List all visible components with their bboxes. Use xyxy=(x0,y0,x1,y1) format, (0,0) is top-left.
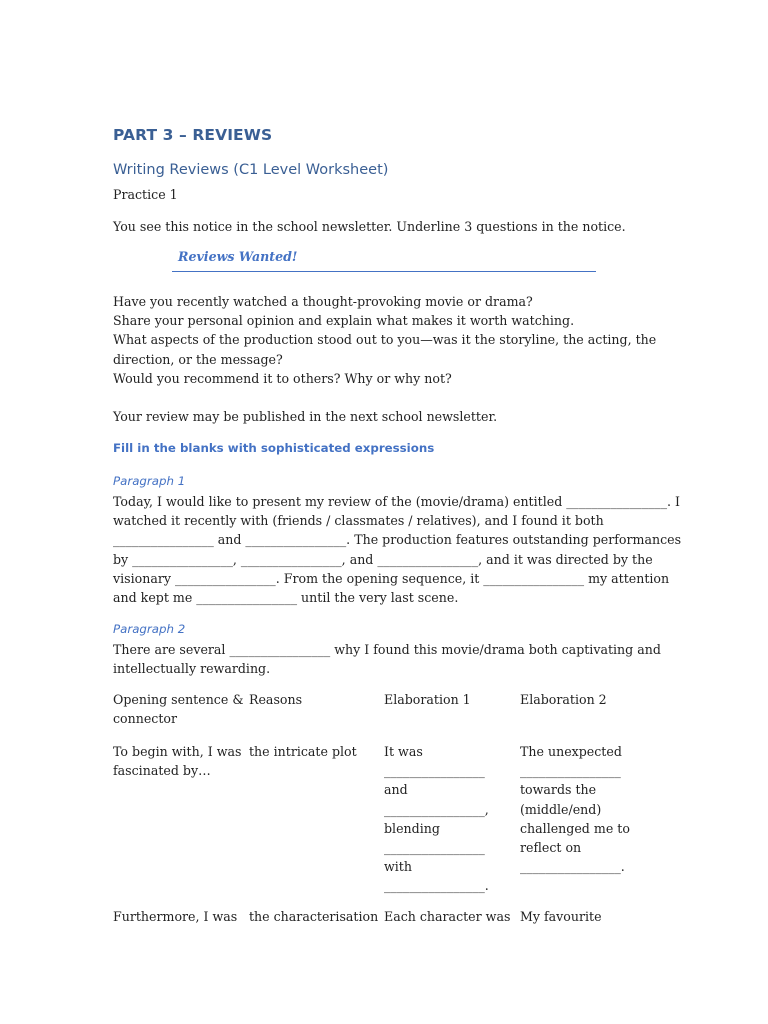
cell-line: Each character was xyxy=(384,909,511,924)
fill-in-heading: Fill in the blanks with sophisticated expressions xyxy=(113,441,435,455)
notice-divider xyxy=(172,271,596,272)
notice-line: What aspects of the production stood out to you—was it the storyline, the acting, the xyxy=(113,332,657,348)
paragraph-line: and kept me ________________ until the very last scene. xyxy=(113,590,459,606)
cell-line: the characterisation xyxy=(249,909,379,924)
cell-line: To begin with, I was xyxy=(113,744,242,759)
cell-line: ________________. xyxy=(520,859,625,875)
cell-line: Reasons xyxy=(249,692,303,707)
page-heading: PART 3 – REVIEWS xyxy=(113,126,273,144)
paragraph2-text xyxy=(113,640,661,678)
notice-line: Share your personal opinion and explain what makes it worth watching. xyxy=(113,313,575,329)
cell-line: ________________ xyxy=(384,840,485,856)
table-header-cell xyxy=(113,690,244,728)
cell-line: with xyxy=(384,859,412,875)
table-cell xyxy=(384,742,489,896)
worksheet-subheading: Writing Reviews (C1 Level Worksheet) xyxy=(113,162,389,178)
cell-line: My favourite xyxy=(520,909,602,924)
paragraph-line: intellectually rewarding. xyxy=(113,661,271,677)
cell-line: ________________, xyxy=(384,801,489,817)
cell-line: challenged me to xyxy=(520,820,630,836)
cell-line: fascinated by… xyxy=(113,763,211,779)
cell-line: Opening sentence & xyxy=(113,692,244,707)
table-cell xyxy=(113,907,237,926)
instruction-text: You see this notice in the school newsletter. Underline 3 questions in the notice. xyxy=(113,219,626,234)
paragraph-line: Today, I would like to present my review of the (movie/drama) entitled ________________. I xyxy=(113,494,680,509)
cell-line: Elaboration 2 xyxy=(520,692,607,707)
notice-line: Have you recently watched a thought-provoking movie or drama? xyxy=(113,294,533,309)
cell-line: the intricate plot xyxy=(249,744,357,759)
practice-label: Practice 1 xyxy=(113,187,178,202)
cell-line: connector xyxy=(113,711,178,727)
notice-footer: Your review may be published in the next school newsletter. xyxy=(113,409,498,424)
cell-line: (middle/end) xyxy=(520,801,602,817)
cell-line: blending xyxy=(384,820,440,836)
cell-line: It was xyxy=(384,744,423,759)
paragraph1-label: Paragraph 1 xyxy=(113,474,186,488)
paragraph-line: There are several ________________ why I found this movie/drama both captivating and xyxy=(113,642,661,657)
table-header-cell xyxy=(249,690,302,709)
cell-line: ________________. xyxy=(384,878,489,894)
table-cell xyxy=(113,742,241,780)
table-header-cell xyxy=(384,690,471,709)
notice-line: Would you recommend it to others? Why or why not? xyxy=(113,370,452,386)
paragraph-line: by ________________, ________________, and ________________, and it was directed by the xyxy=(113,551,653,567)
table-cell xyxy=(520,742,630,876)
notice-title: Reviews Wanted! xyxy=(178,249,298,264)
paragraph1-text xyxy=(113,492,681,607)
notice-line: direction, or the message? xyxy=(113,351,283,367)
cell-line: ________________ xyxy=(384,763,485,779)
cell-line: Elaboration 1 xyxy=(384,692,471,707)
paragraph-line: watched it recently with (friends / classmates / relatives), and I found it both xyxy=(113,513,604,529)
paragraph-line: ________________ and ________________. The production features outstanding performances xyxy=(113,532,682,548)
cell-line: The unexpected xyxy=(520,744,622,759)
paragraph2-label: Paragraph 2 xyxy=(113,622,186,636)
cell-line: towards the xyxy=(520,782,597,798)
paragraph-line: visionary ________________. From the opening sequence, it ________________ my attention xyxy=(113,570,670,586)
cell-line: and xyxy=(384,782,408,798)
table-cell xyxy=(249,742,357,761)
cell-line: reflect on xyxy=(520,840,582,856)
table-header-cell xyxy=(520,690,607,709)
cell-line: Furthermore, I was xyxy=(113,909,238,924)
notice-body xyxy=(113,292,656,388)
table-cell xyxy=(249,907,378,926)
table-cell xyxy=(520,907,602,926)
table-cell xyxy=(384,907,510,926)
cell-line: ________________ xyxy=(520,763,621,779)
